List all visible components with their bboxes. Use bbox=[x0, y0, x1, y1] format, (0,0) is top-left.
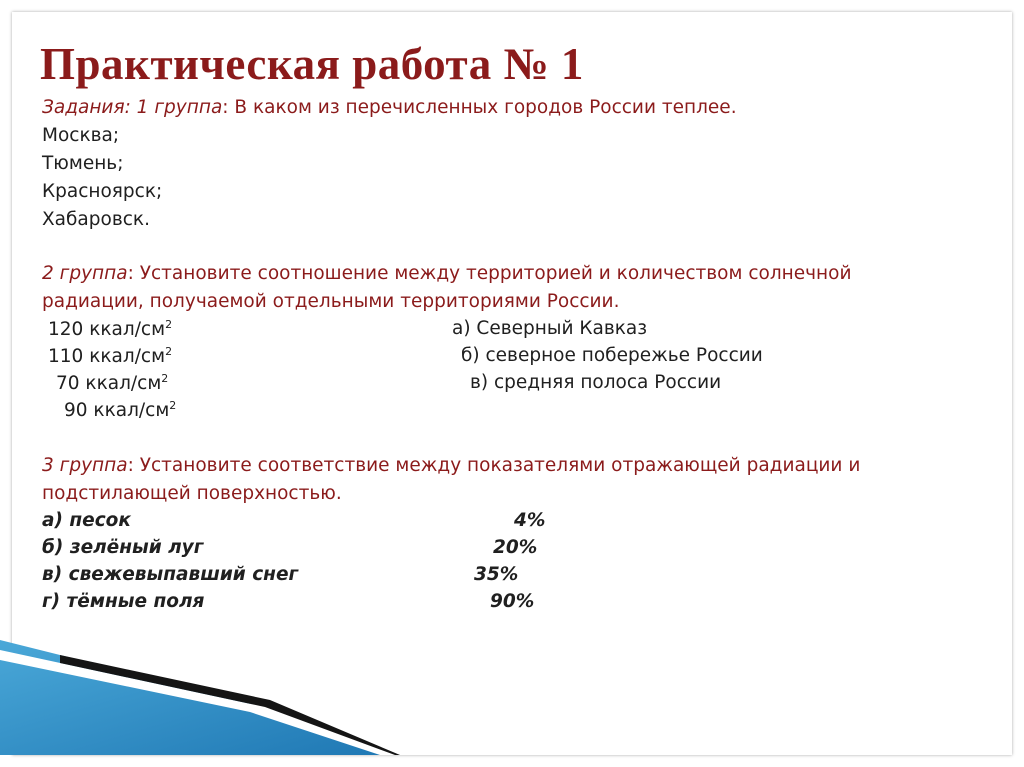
reflection-percent: 4% bbox=[514, 510, 546, 531]
slide-title: Практическая работа № 1 bbox=[40, 39, 584, 89]
radiation-value: 120 ккал/$см^2$ bbox=[48, 318, 173, 340]
group1-heading bbox=[42, 97, 737, 118]
reflection-percent: 20% bbox=[493, 537, 538, 558]
radiation-value: 110 ккал/$см^2$ bbox=[48, 345, 173, 367]
group1-label: Задания: 1 группа bbox=[42, 97, 223, 118]
group3-heading bbox=[42, 455, 860, 476]
city-item: Красноярск; bbox=[42, 181, 163, 202]
reflection-percent: 35% bbox=[474, 564, 519, 585]
city-item: Тюмень; bbox=[42, 153, 124, 174]
city-item: Москва; bbox=[42, 125, 120, 146]
group2-label: 2 группа bbox=[42, 263, 128, 284]
region-item: в) средняя полоса России bbox=[470, 372, 722, 393]
reflection-percent: 90% bbox=[490, 591, 535, 612]
region-item: б) северное побережье России bbox=[461, 345, 763, 366]
surface-item: б) зелёный луг bbox=[42, 537, 204, 558]
group3-label: 3 группа bbox=[42, 455, 128, 476]
surface-item: в) свежевыпавший снег bbox=[42, 564, 299, 585]
group1-sep: : bbox=[222, 97, 229, 118]
group2-question-line1: Установите соотношение между территорией и количеством солнечной bbox=[133, 263, 852, 284]
city-item: Хабаровск. bbox=[42, 209, 150, 230]
group2-sep: : bbox=[127, 263, 134, 284]
group3-question-line1: Установите соответствие между показателями отражающей радиации и bbox=[133, 455, 861, 476]
group1-question: В каком из перечисленных городов России теплее. bbox=[228, 97, 737, 118]
region-item: а) Северный Кавказ bbox=[452, 318, 648, 339]
group2-question-line2: радиации, получаемой отдельными территориями России. bbox=[42, 291, 620, 312]
surface-item: а) песок bbox=[42, 510, 131, 531]
radiation-value: 70 ккал/$см^2$ bbox=[56, 372, 169, 394]
group2-heading bbox=[42, 263, 852, 284]
group3-question-line2: подстилающей поверхностью. bbox=[42, 483, 342, 504]
radiation-value: 90 ккал/$см^2$ bbox=[64, 399, 177, 421]
group3-sep: : bbox=[127, 455, 134, 476]
surface-item: г) тёмные поля bbox=[42, 591, 205, 612]
